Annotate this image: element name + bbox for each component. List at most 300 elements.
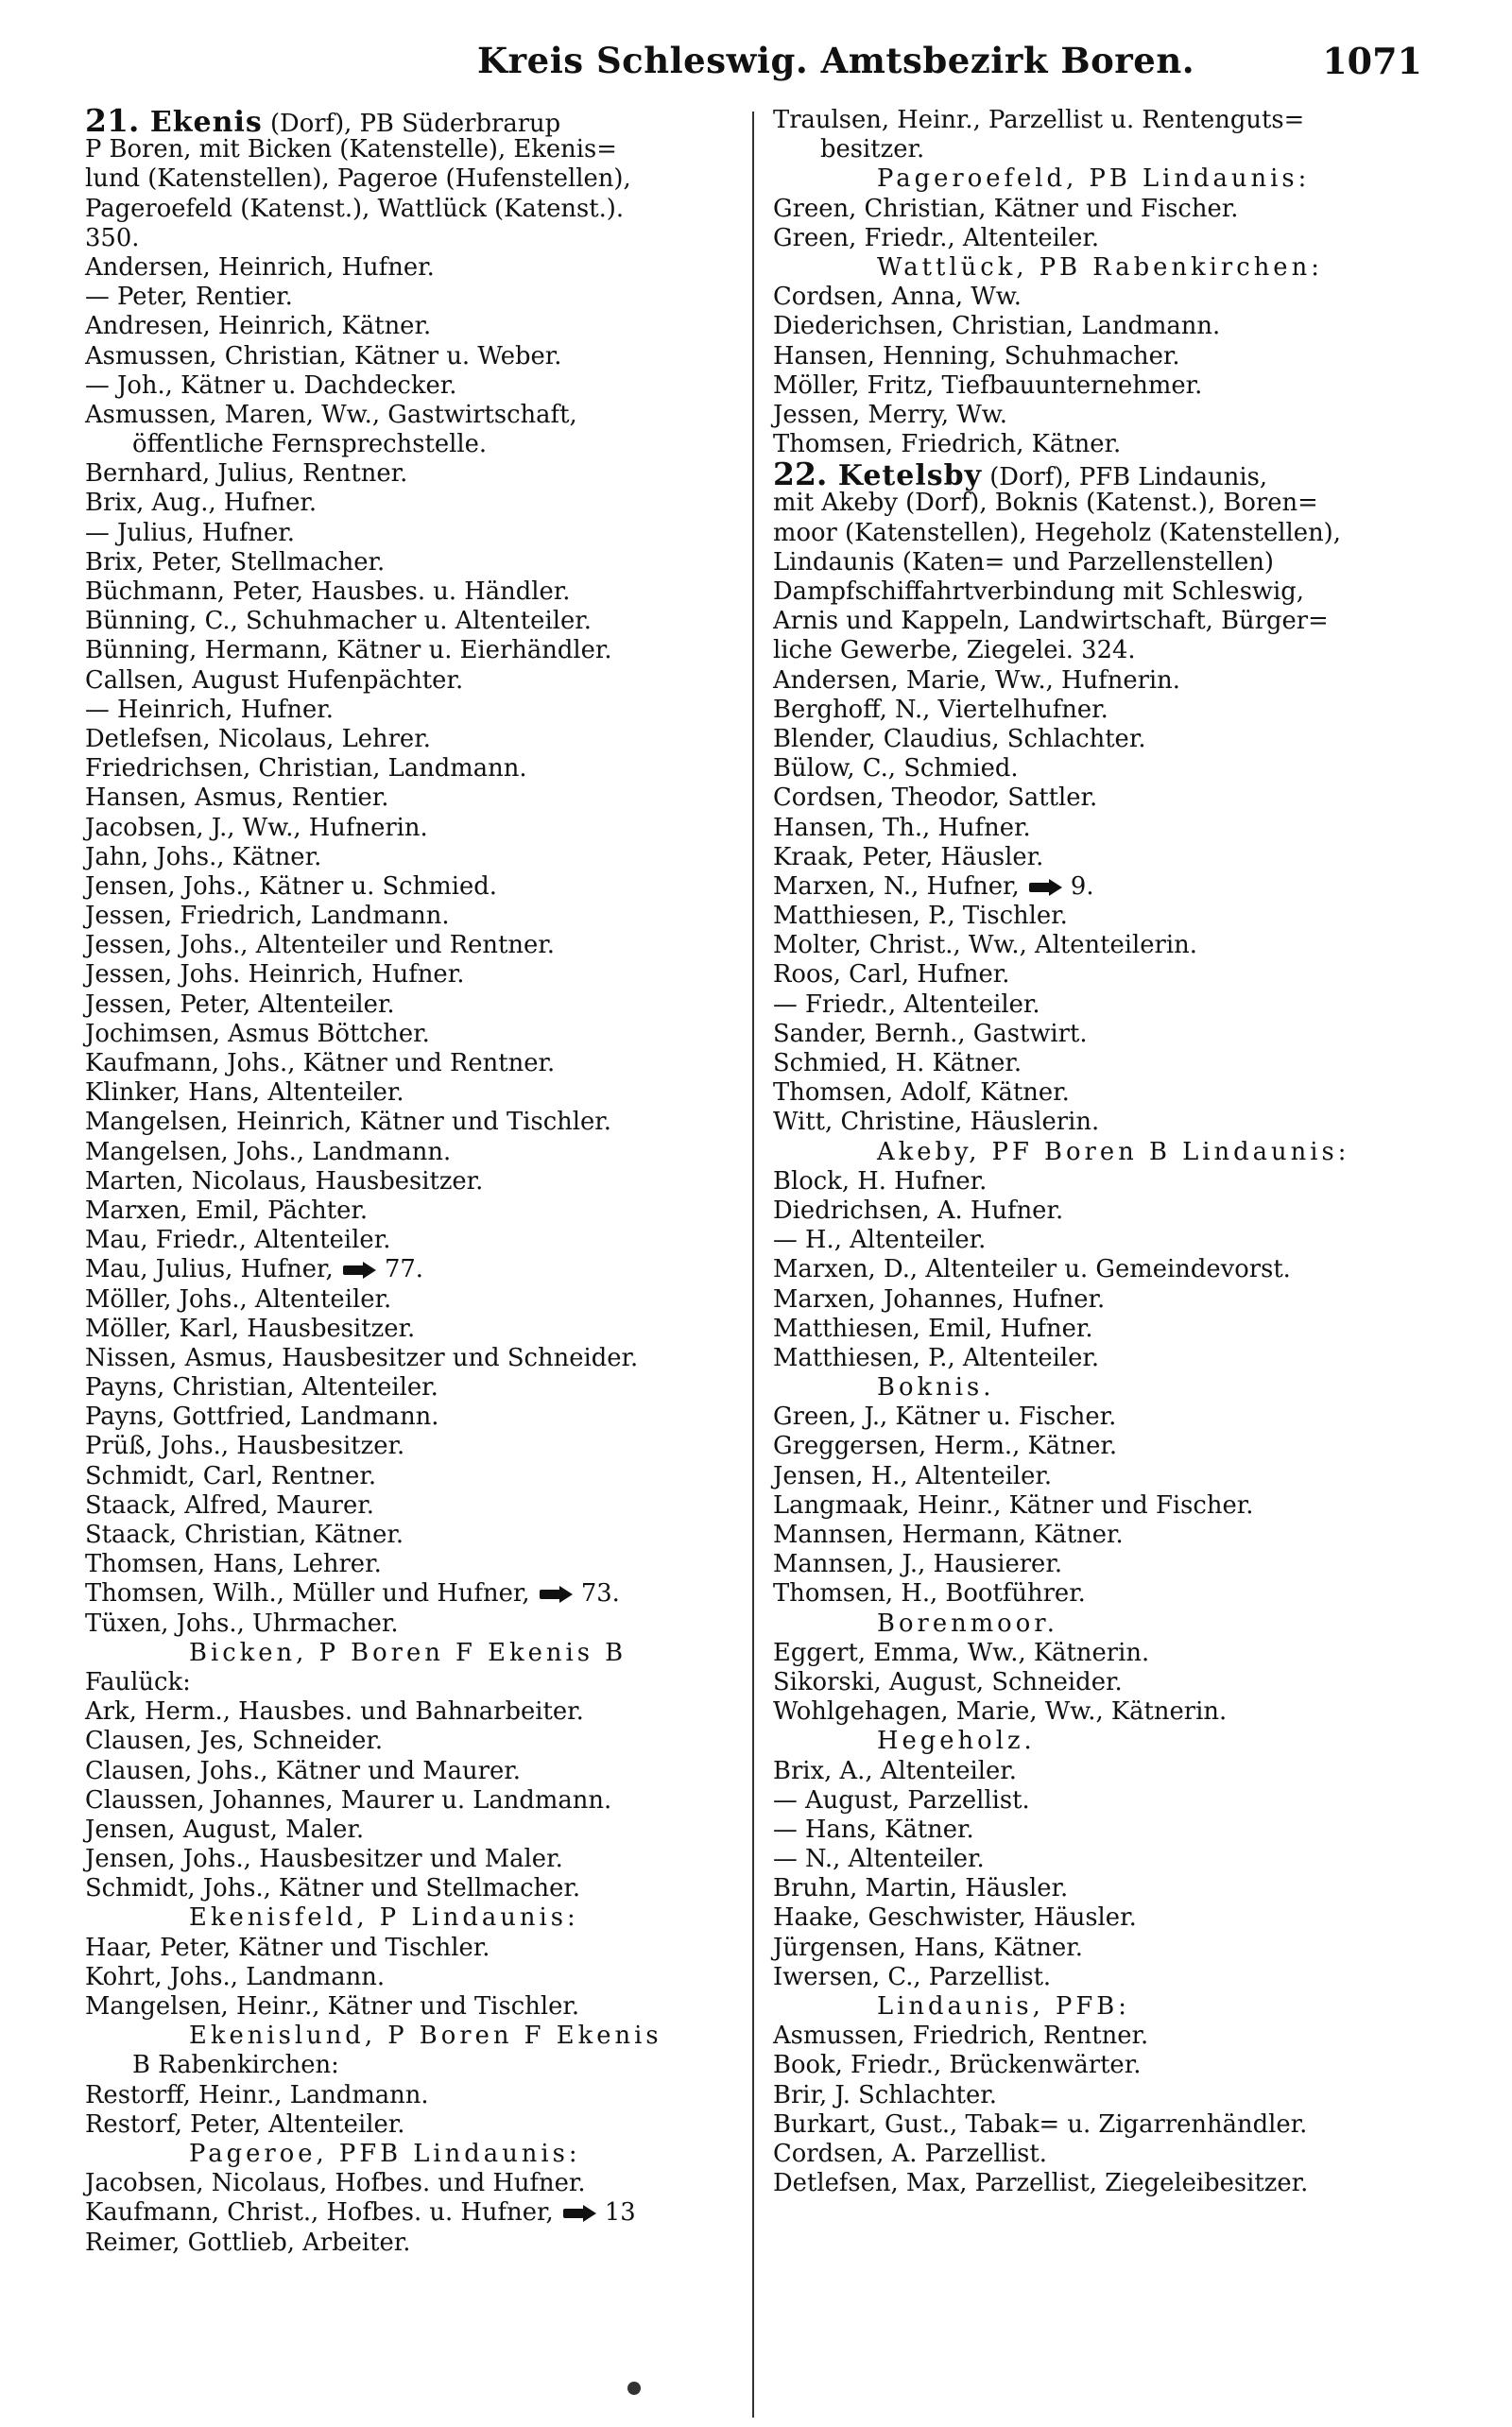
- line-text: Payns, Christian, Altenteiler.: [85, 1373, 438, 1403]
- line-text: Wohlgehagen, Marie, Ww., Kätnerin.: [773, 1697, 1228, 1727]
- resident-line: [85, 1462, 737, 1491]
- resident-line: [85, 1078, 737, 1108]
- line-text: Witt, Christine, Häuslerin.: [773, 1108, 1100, 1137]
- line-text: Ark, Herm., Hausbes. und Bahnarbeiter.: [85, 1697, 584, 1727]
- resident-line: [85, 1992, 737, 2022]
- locality-subheading: [773, 164, 1435, 194]
- resident-line: [773, 814, 1435, 843]
- resident-line: [773, 1403, 1435, 1432]
- resident-line: [85, 990, 737, 1020]
- line-text: Green, Christian, Kätner und Fischer.: [773, 194, 1239, 223]
- resident-line: [773, 872, 1435, 902]
- resident-line: [85, 2051, 737, 2080]
- line-text: Matthiesen, P., Altenteiler.: [773, 1343, 1100, 1372]
- line-text: Blender, Claudius, Schlachter.: [773, 724, 1146, 753]
- line-text: Friedrichsen, Christian, Landmann.: [85, 754, 527, 783]
- line-text: Tüxen, Johs., Uhrmacher.: [85, 1609, 399, 1638]
- column-divider: [752, 112, 754, 2418]
- line-text: Lindaunis (Katen= und Parzellenstellen): [773, 547, 1274, 577]
- resident-line: [85, 1786, 737, 1816]
- line-text: Pageroefeld (Katenst.), Wattlück (Katenst.).: [85, 194, 625, 223]
- line-text: Jessen, Peter, Altenteiler.: [85, 990, 395, 1019]
- resident-line: [85, 1668, 737, 1697]
- resident-line: [85, 872, 737, 902]
- resident-line: [773, 1255, 1435, 1284]
- line-text: Asmussen, Maren, Ww., Gastwirtschaft,: [85, 400, 577, 429]
- resident-line: [773, 489, 1435, 518]
- entry-number: 21.: [85, 102, 150, 139]
- line-text: Block, H. Hufner.: [773, 1166, 988, 1196]
- resident-line: [773, 666, 1435, 696]
- resident-line: [85, 1020, 737, 1049]
- resident-line: [773, 1078, 1435, 1108]
- resident-line: [85, 1226, 737, 1255]
- resident-line: [773, 2051, 1435, 2080]
- line-text: — Peter, Rentier.: [85, 283, 293, 312]
- line-text: Cordsen, Theodor, Sattler.: [773, 783, 1098, 813]
- resident-line: [85, 135, 737, 164]
- resident-line: [85, 1403, 737, 1432]
- resident-line: [773, 283, 1435, 312]
- line-text: Mangelsen, Heinrich, Kätner und Tischler.: [85, 1108, 611, 1137]
- resident-line: [85, 666, 737, 696]
- line-text: — Friedr., Altenteiler.: [773, 990, 1040, 1019]
- line-text: Langmaak, Heinr., Kätner und Fischer.: [773, 1490, 1254, 1520]
- resident-line: [85, 1609, 737, 1639]
- resident-line: [773, 2081, 1435, 2110]
- line-text: Traulsen, Heinr., Parzellist u. Rentenguts=: [773, 106, 1305, 134]
- resident-line: [773, 843, 1435, 872]
- resident-line: [85, 253, 737, 283]
- locality-subheading: [773, 1138, 1435, 1167]
- line-text: Mau, Friedr., Altenteiler.: [85, 1226, 391, 1255]
- line-text: Thomsen, Adolf, Kätner.: [773, 1078, 1070, 1108]
- entry-number: 22.: [773, 456, 838, 493]
- resident-line: [773, 960, 1435, 990]
- line-text: Bünning, Hermann, Kätner u. Eierhändler.: [85, 636, 612, 665]
- resident-line: [773, 1049, 1435, 1078]
- resident-line: [85, 430, 737, 459]
- resident-line: [773, 135, 1435, 164]
- line-text: Pageroefeld, PB Lindaunis:: [877, 164, 1311, 194]
- resident-line: [773, 1550, 1435, 1579]
- line-text: Mangelsen, Heinr., Kätner und Tischler.: [85, 1992, 580, 2021]
- resident-line: [85, 1963, 737, 1992]
- resident-line: [85, 224, 737, 253]
- resident-line: [85, 902, 737, 931]
- resident-line: [85, 843, 737, 872]
- resident-line: [773, 636, 1435, 665]
- line-text: Prüß, Johs., Hausbesitzer.: [85, 1432, 405, 1461]
- resident-line: [773, 1432, 1435, 1461]
- resident-line: [85, 519, 737, 548]
- resident-line: [773, 1344, 1435, 1373]
- resident-line: [85, 195, 737, 224]
- line-text: Brix, Aug., Hufner.: [85, 489, 318, 518]
- line-text: Matthiesen, P., Tischler.: [773, 902, 1068, 931]
- line-text: Reimer, Gottlieb, Arbeiter.: [85, 2228, 411, 2257]
- resident-line: [85, 1757, 737, 1786]
- place-details: (Dorf), PB Süderbrarup: [262, 110, 561, 138]
- resident-line: [85, 1874, 737, 1903]
- line-text: Green, Friedr., Altenteiler.: [773, 223, 1100, 252]
- line-text: Pageroe, PFB Lindaunis:: [189, 2139, 581, 2168]
- locality-subheading: [773, 1609, 1435, 1639]
- line-text: Clausen, Johs., Kätner und Maurer.: [85, 1756, 521, 1785]
- resident-line: [773, 990, 1435, 1020]
- resident-line: [773, 2022, 1435, 2051]
- line-text: lund (Katenstellen), Pageroe (Hufenstellen),: [85, 164, 631, 194]
- resident-line: [85, 283, 737, 312]
- resident-line: [773, 2140, 1435, 2169]
- line-text: Ekenislund, P Boren F Ekenis: [189, 2022, 662, 2051]
- resident-line: [85, 1521, 737, 1550]
- line-text: Jahn, Johs., Kätner.: [85, 842, 322, 871]
- resident-line: [85, 371, 737, 401]
- line-text: Detlefsen, Nicolaus, Lehrer.: [85, 724, 431, 753]
- place-entry-heading: [85, 102, 737, 139]
- line-text: Mannsen, Hermann, Kätner.: [773, 1521, 1124, 1549]
- resident-line: [773, 1226, 1435, 1255]
- line-text: Asmussen, Christian, Kätner u. Weber.: [85, 341, 562, 370]
- place-name: Ekenis: [149, 106, 263, 139]
- resident-line: [85, 1049, 737, 1078]
- locality-subheading: [773, 253, 1435, 283]
- resident-line: [773, 1491, 1435, 1521]
- resident-line: [773, 224, 1435, 253]
- resident-line: [773, 1639, 1435, 1668]
- line-text: Jacobsen, Nicolaus, Hofbes. und Hufner.: [85, 2169, 586, 2198]
- line-text: Thomsen, Wilh., Müller und Hufner,: [85, 1579, 530, 1609]
- line-text: Restorff, Heinr., Landmann.: [85, 2080, 429, 2109]
- resident-line: [85, 1550, 737, 1579]
- resident-line: [85, 2081, 737, 2110]
- resident-line: [85, 342, 737, 371]
- resident-line: [773, 725, 1435, 754]
- resident-line: [773, 1521, 1435, 1550]
- resident-line: [85, 1108, 737, 1137]
- line-text: Hansen, Th., Hufner.: [773, 813, 1031, 842]
- resident-line: [773, 1874, 1435, 1903]
- resident-line: [773, 1668, 1435, 1697]
- resident-line: [773, 783, 1435, 813]
- line-text: Thomsen, Hans, Lehrer.: [85, 1550, 382, 1579]
- telephone-number: 13: [596, 2198, 636, 2228]
- line-text: Borenmoor.: [877, 1609, 1058, 1638]
- resident-line: [85, 607, 737, 636]
- line-text: Restorf, Peter, Altenteiler.: [85, 2109, 405, 2139]
- line-text: Wattlück, PB Rabenkirchen:: [877, 252, 1323, 282]
- line-text: Jessen, Merry, Ww.: [773, 400, 1007, 429]
- resident-line: [85, 1727, 737, 1756]
- line-text: Marxen, D., Altenteiler u. Gemeindevorst.: [773, 1255, 1291, 1284]
- line-text: Thomsen, Friedrich, Kätner.: [773, 430, 1122, 459]
- line-text: Möller, Johs., Altenteiler.: [85, 1284, 392, 1314]
- line-text: Staack, Christian, Kätner.: [85, 1521, 404, 1549]
- line-text: öffentliche Fernsprechstelle.: [132, 430, 488, 459]
- line-text: Bruhn, Martin, Häusler.: [773, 1874, 1069, 1903]
- resident-line: [85, 548, 737, 577]
- line-text: Jessen, Johs. Heinrich, Hufner.: [85, 960, 465, 990]
- line-text: Schmidt, Carl, Rentner.: [85, 1461, 377, 1490]
- line-text: Molter, Christ., Ww., Altenteilerin.: [773, 931, 1197, 960]
- resident-line: [85, 164, 737, 194]
- resident-line: [773, 1934, 1435, 1963]
- line-text: 350.: [85, 223, 140, 252]
- line-text: Iwersen, C., Parzellist.: [773, 1962, 1052, 1991]
- line-text: Hansen, Asmus, Rentier.: [85, 783, 389, 813]
- resident-line: [85, 696, 737, 725]
- line-text: Matthiesen, Emil, Hufner.: [773, 1314, 1093, 1343]
- line-text: Jensen, August, Maler.: [85, 1815, 365, 1844]
- line-text: Marxen, Johannes, Hufner.: [773, 1284, 1106, 1314]
- locality-subheading: [773, 1727, 1435, 1756]
- line-text: Berghoff, N., Viertelhufner.: [773, 695, 1108, 724]
- resident-line: [773, 1285, 1435, 1315]
- locality-subheading: [85, 2140, 737, 2169]
- telephone-icon: [563, 2206, 597, 2221]
- telephone-number: 77.: [376, 1255, 423, 1284]
- telephone-icon: [1029, 880, 1063, 895]
- line-text: Diederichsen, Christian, Landmann.: [773, 312, 1221, 341]
- resident-line: [85, 636, 737, 665]
- line-text: Hansen, Henning, Schuhmacher.: [773, 341, 1180, 370]
- locality-subheading: [773, 1992, 1435, 2022]
- resident-line: [85, 1344, 737, 1373]
- resident-line: [773, 1196, 1435, 1226]
- resident-line: [773, 1786, 1435, 1816]
- resident-line: [773, 1462, 1435, 1491]
- resident-line: [85, 1816, 737, 1845]
- resident-line: [85, 1167, 737, 1196]
- line-text: Haake, Geschwister, Häusler.: [773, 1903, 1137, 1933]
- line-text: B Rabenkirchen:: [132, 2051, 339, 2080]
- line-text: Kaufmann, Christ., Hofbes. u. Hufner,: [85, 2198, 554, 2228]
- resident-line: [85, 960, 737, 990]
- resident-line: [85, 577, 737, 607]
- telephone-number: 9.: [1062, 871, 1094, 901]
- resident-line: [85, 1255, 737, 1284]
- line-text: Callsen, August Hufenpächter.: [85, 665, 464, 695]
- line-text: Payns, Gottfried, Landmann.: [85, 1403, 439, 1432]
- line-text: Greggersen, Herm., Kätner.: [773, 1432, 1118, 1461]
- line-text: Möller, Karl, Hausbesitzer.: [85, 1314, 416, 1343]
- line-text: Nissen, Asmus, Hausbesitzer und Schneider.: [85, 1343, 639, 1372]
- line-text: — H., Altenteiler.: [773, 1226, 987, 1255]
- line-text: Jacobsen, J., Ww., Hufnerin.: [85, 813, 428, 842]
- line-text: Möller, Fritz, Tiefbauunternehmer.: [773, 370, 1203, 400]
- line-text: Jensen, Johs., Kätner u. Schmied.: [85, 871, 497, 901]
- resident-line: [773, 519, 1435, 548]
- line-text: Dampfschiffahrtverbindung mit Schleswig,: [773, 577, 1304, 606]
- line-text: Hegeholz.: [877, 1727, 1036, 1756]
- line-text: Sander, Bernh., Gastwirt.: [773, 1019, 1088, 1048]
- line-text: — August, Parzellist.: [773, 1785, 1030, 1815]
- binding-hole: [627, 2382, 641, 2395]
- line-text: Claussen, Johannes, Maurer u. Landmann.: [85, 1785, 612, 1815]
- right-column: [773, 106, 1435, 2198]
- resident-line: [773, 902, 1435, 931]
- resident-line: [85, 814, 737, 843]
- line-text: Bicken, P Boren F Ekenis B: [189, 1638, 627, 1667]
- locality-subheading: [85, 1639, 737, 1668]
- resident-line: [773, 430, 1435, 459]
- line-text: Andersen, Heinrich, Hufner.: [85, 252, 435, 282]
- locality-subheading: [85, 1903, 737, 1933]
- resident-line: [85, 2229, 737, 2258]
- line-text: besitzer.: [820, 135, 925, 164]
- line-text: Asmussen, Friedrich, Rentner.: [773, 2022, 1149, 2051]
- resident-line: [773, 696, 1435, 725]
- telephone-number: 73.: [573, 1579, 620, 1609]
- resident-line: [85, 489, 737, 518]
- line-text: Bülow, C., Schmied.: [773, 754, 1019, 783]
- line-text: Detlefsen, Max, Parzellist, Ziegeleibesitzer.: [773, 2169, 1309, 2198]
- page-number: 1071: [1322, 40, 1422, 82]
- line-text: Haar, Peter, Kätner und Tischler.: [85, 1933, 490, 1962]
- place-entry-heading: [773, 456, 1435, 493]
- line-text: Jensen, H., Altenteiler.: [773, 1461, 1053, 1490]
- line-text: Jürgensen, Hans, Kätner.: [773, 1933, 1083, 1962]
- line-text: Cordsen, Anna, Ww.: [773, 283, 1022, 312]
- resident-line: [773, 342, 1435, 371]
- line-text: Mau, Julius, Hufner,: [85, 1255, 334, 1284]
- resident-line: [85, 1845, 737, 1874]
- resident-line: [773, 1816, 1435, 1845]
- resident-line: [773, 1963, 1435, 1992]
- resident-line: [85, 2169, 737, 2198]
- line-text: Mangelsen, Johs., Landmann.: [85, 1137, 452, 1166]
- line-text: Andresen, Heinrich, Kätner.: [85, 312, 432, 341]
- place-name: Ketelsby: [837, 459, 983, 493]
- resident-line: [85, 1315, 737, 1344]
- line-text: Klinker, Hans, Altenteiler.: [85, 1078, 404, 1108]
- line-text: Bünning, C., Schuhmacher u. Altenteiler.: [85, 607, 592, 636]
- line-text: Bernhard, Julius, Rentner.: [85, 459, 408, 489]
- line-text: Thomsen, H., Bootführer.: [773, 1579, 1086, 1609]
- line-text: Kaufmann, Johs., Kätner und Rentner.: [85, 1049, 556, 1077]
- resident-line: [85, 1285, 737, 1315]
- resident-line: [85, 312, 737, 341]
- resident-line: [85, 783, 737, 813]
- line-text: Eggert, Emma, Ww., Kätnerin.: [773, 1638, 1150, 1667]
- place-details: (Dorf), PFB Lindaunis,: [982, 463, 1268, 492]
- line-text: Mannsen, J., Hausierer.: [773, 1550, 1063, 1579]
- resident-line: [773, 2169, 1435, 2198]
- resident-line: [773, 1579, 1435, 1609]
- line-text: mit Akeby (Dorf), Boknis (Katenst.), Boren=: [773, 489, 1318, 518]
- resident-line: [773, 1845, 1435, 1874]
- resident-line: [85, 459, 737, 489]
- locality-subheading: [85, 2022, 737, 2051]
- line-text: Brix, Peter, Stellmacher.: [85, 547, 386, 577]
- line-text: Burkart, Gust., Tabak= u. Zigarrenhändler.: [773, 2109, 1308, 2139]
- line-text: Marten, Nicolaus, Hausbesitzer.: [85, 1166, 484, 1196]
- line-text: Kohrt, Johs., Landmann.: [85, 1962, 386, 1991]
- line-text: — Joh., Kätner u. Dachdecker.: [85, 370, 457, 400]
- line-text: Roos, Carl, Hufner.: [773, 960, 1010, 990]
- resident-line: [85, 1432, 737, 1461]
- line-text: — Heinrich, Hufner.: [85, 695, 334, 724]
- line-text: — Julius, Hufner.: [85, 518, 295, 547]
- resident-line: [773, 312, 1435, 341]
- line-text: Marxen, Emil, Pächter.: [85, 1196, 369, 1225]
- resident-line: [773, 371, 1435, 401]
- resident-line: [773, 577, 1435, 607]
- line-text: Cordsen, A. Parzellist.: [773, 2139, 1047, 2168]
- resident-line: [773, 754, 1435, 783]
- resident-line: [773, 106, 1435, 135]
- line-text: Andersen, Marie, Ww., Hufnerin.: [773, 665, 1180, 695]
- line-text: P Boren, mit Bicken (Katenstelle), Ekenis=: [85, 135, 617, 164]
- resident-line: [773, 1315, 1435, 1344]
- resident-line: [773, 2110, 1435, 2140]
- line-text: Faulück:: [85, 1667, 191, 1696]
- line-text: Green, J., Kätner u. Fischer.: [773, 1403, 1117, 1432]
- resident-line: [773, 607, 1435, 636]
- resident-line: [773, 401, 1435, 430]
- telephone-icon: [540, 1587, 574, 1602]
- locality-subheading: [773, 1373, 1435, 1403]
- line-text: Büchmann, Peter, Hausbes. u. Händler.: [85, 577, 571, 606]
- running-title: Kreis Schleswig. Amtsbezirk Boren.: [477, 40, 1195, 81]
- resident-line: [85, 1491, 737, 1521]
- resident-line: [85, 2198, 737, 2228]
- resident-line: [85, 1697, 737, 1727]
- line-text: Marxen, N., Hufner,: [773, 871, 1020, 901]
- line-text: Staack, Alfred, Maurer.: [85, 1490, 374, 1520]
- line-text: Sikorski, August, Schneider.: [773, 1667, 1123, 1696]
- line-text: — Hans, Kätner.: [773, 1815, 974, 1844]
- line-text: liche Gewerbe, Ziegelei. 324.: [773, 636, 1136, 665]
- resident-line: [773, 1108, 1435, 1137]
- resident-line: [773, 1697, 1435, 1727]
- telephone-icon: [343, 1263, 377, 1278]
- resident-line: [85, 1138, 737, 1167]
- resident-line: [85, 725, 737, 754]
- resident-line: [773, 931, 1435, 960]
- line-text: Jessen, Friedrich, Landmann.: [85, 902, 450, 931]
- page-header: [85, 40, 1422, 93]
- line-text: Ekenisfeld, P Lindaunis:: [189, 1903, 579, 1933]
- line-text: Akeby, PF Boren B Lindaunis:: [877, 1137, 1350, 1166]
- resident-line: [773, 548, 1435, 577]
- line-text: moor (Katenstellen), Hegeholz (Katenstellen),: [773, 518, 1341, 547]
- line-text: Clausen, Jes, Schneider.: [85, 1727, 384, 1756]
- resident-line: [85, 401, 737, 430]
- line-text: Brir, J. Schlachter.: [773, 2080, 997, 2109]
- line-text: Boknis.: [877, 1373, 995, 1403]
- line-text: — N., Altenteiler.: [773, 1845, 985, 1874]
- line-text: Schmied, H. Kätner.: [773, 1049, 1022, 1077]
- line-text: Diedrichsen, A. Hufner.: [773, 1196, 1064, 1225]
- line-text: Brix, A., Altenteiler.: [773, 1756, 1017, 1785]
- left-column: [85, 102, 737, 2258]
- resident-line: [85, 754, 737, 783]
- resident-line: [773, 1757, 1435, 1786]
- resident-line: [773, 1903, 1435, 1933]
- resident-line: [85, 1196, 737, 1226]
- resident-line: [773, 1167, 1435, 1196]
- resident-line: [85, 1373, 737, 1403]
- resident-line: [85, 2110, 737, 2140]
- resident-line: [773, 1020, 1435, 1049]
- line-text: Jensen, Johs., Hausbesitzer und Maler.: [85, 1845, 563, 1874]
- line-text: Arnis und Kappeln, Landwirtschaft, Bürger=: [773, 607, 1329, 636]
- resident-line: [85, 1934, 737, 1963]
- line-text: Schmidt, Johs., Kätner und Stellmacher.: [85, 1874, 581, 1903]
- resident-line: [773, 195, 1435, 224]
